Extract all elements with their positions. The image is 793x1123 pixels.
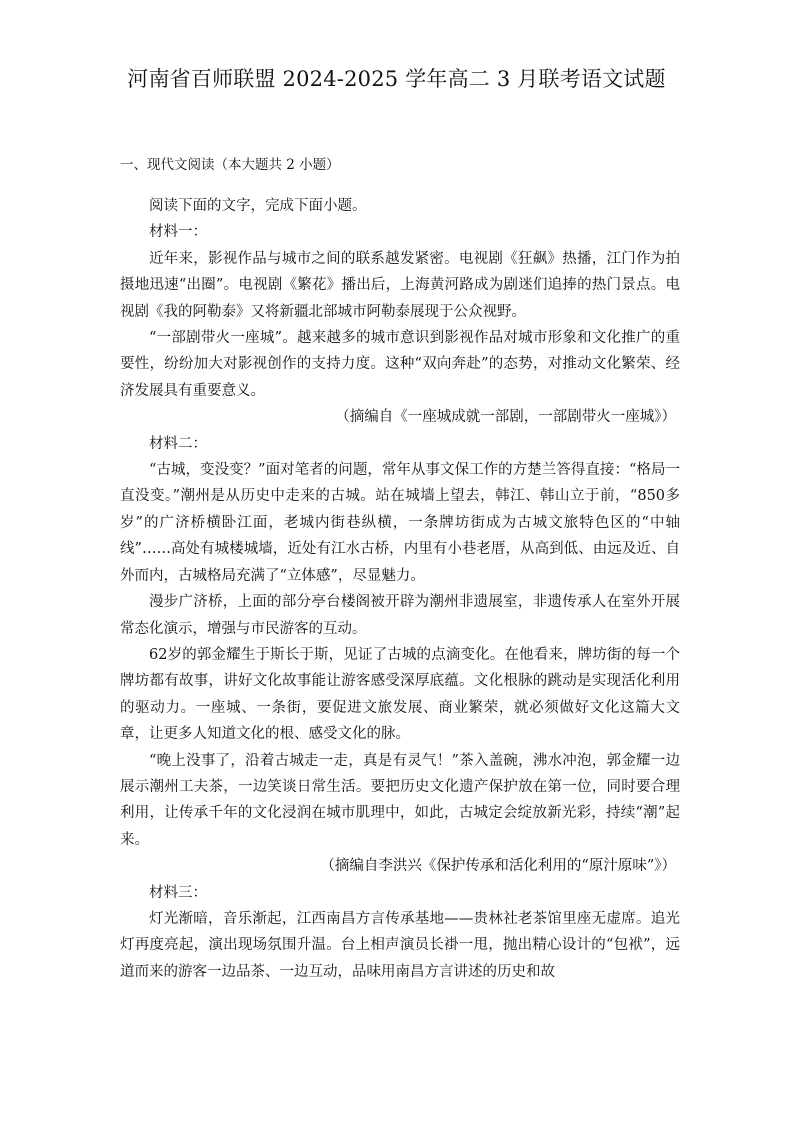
material-1-paragraph: “一部剧带火一座城”。越来越多的城市意识到影视作品对城市形象和文化推广的重要性，纷纷加大对影视创作的支持力度。这种“双向奔赴”的态势，对推动文化繁荣、经济发展具有重要意义。 (120, 330, 680, 399)
material-2-source: （摘编自李洪兴《保护传承和活化利用的“原汁原味”》） (320, 858, 676, 875)
document-title: 河南省百师联盟 2024-2025 学年高二 3 月联考语文试题 (127, 67, 666, 91)
material-2-label: 材料二： (149, 435, 207, 452)
material-3-label: 材料三： (149, 884, 207, 901)
document-body (120, 193, 680, 985)
material-2-paragraph: “古城，变没变？”面对笔者的问题，常年从事文保工作的方楚兰答得直接：“格局一直没变。”潮州是从历史中走来的古城。站在城墙上望去，韩江、韩山立于前，“850多岁”的广济桥横卧江面，老城内街巷纵横，一条牌坊街成为古城文旅特色区的“中轴线”……高处有城楼城墙，近处有江水古桥，内里有小巷老厝，从高到低、由远及近、自外而内，古城格局充满了“立体感”，尽显魅力。 (120, 462, 680, 584)
material-1-label: 材料一： (149, 224, 207, 241)
material-1-paragraph: 近年来，影视作品与城市之间的联系越发紧密。电视剧《狂飙》热播，江门作为拍摄地迅速“出圈”。电视剧《繁花》播出后，上海黄河路成为剧迷们追捧的热门景点。电视剧《我的阿勒泰》又将新疆北部城市阿勒泰展现于公众视野。 (120, 250, 680, 320)
material-2-paragraph: 62岁的郭金耀生于斯长于斯，见证了古城的点滴变化。在他看来，牌坊街的每一个牌坊都有故事，讲好文化故事能让游客感受深厚底蕴。文化根脉的跳动是实现活化利用的驱动力。一座城、一条街，要促进文旅发展、商业繁荣，就必须做好文化这篇大文章，让更多人知道文化的根、感受文化的脉。 (120, 646, 680, 743)
material-3-paragraph: 灯光渐暗，音乐渐起，江西南昌方言传承基地——贵林社老茶馆里座无虚席。追光灯再度亮起，演出现场氛围升温。台上相声演员长褂一甩，抛出精心设计的“包袱”，远道而来的游客一边品茶、一边互动，品味用南昌方言讲述的历史和故 (120, 910, 680, 980)
material-1-source: （摘编自《一座城成就一部剧，一部剧带火一座城》） (335, 409, 676, 426)
material-2-paragraph: “晚上没事了，沿着古城走一走，真是有灵气！”茶入盖碗，沸水冲泡，郭金耀一边展示潮州工夫茶，一边笑谈日常生活。要把历史文化遗产保护放在第一位，同时要合理利用，让传承千年的文化浸润在城市肌理中，如此，古城定会绽放新光彩，持续“潮”起来。 (120, 752, 680, 848)
instruction-text: 阅读下面的文字，完成下面小题。 (149, 198, 367, 214)
material-2-paragraph: 漫步广济桥，上面的部分亭台楼阁被开辟为潮州非遗展室，非遗传承人在室外开展常态化演示，增强与市民游客的互动。 (120, 594, 680, 637)
section-heading: 一、现代文阅读（本大题共 2 小题） (120, 157, 340, 173)
